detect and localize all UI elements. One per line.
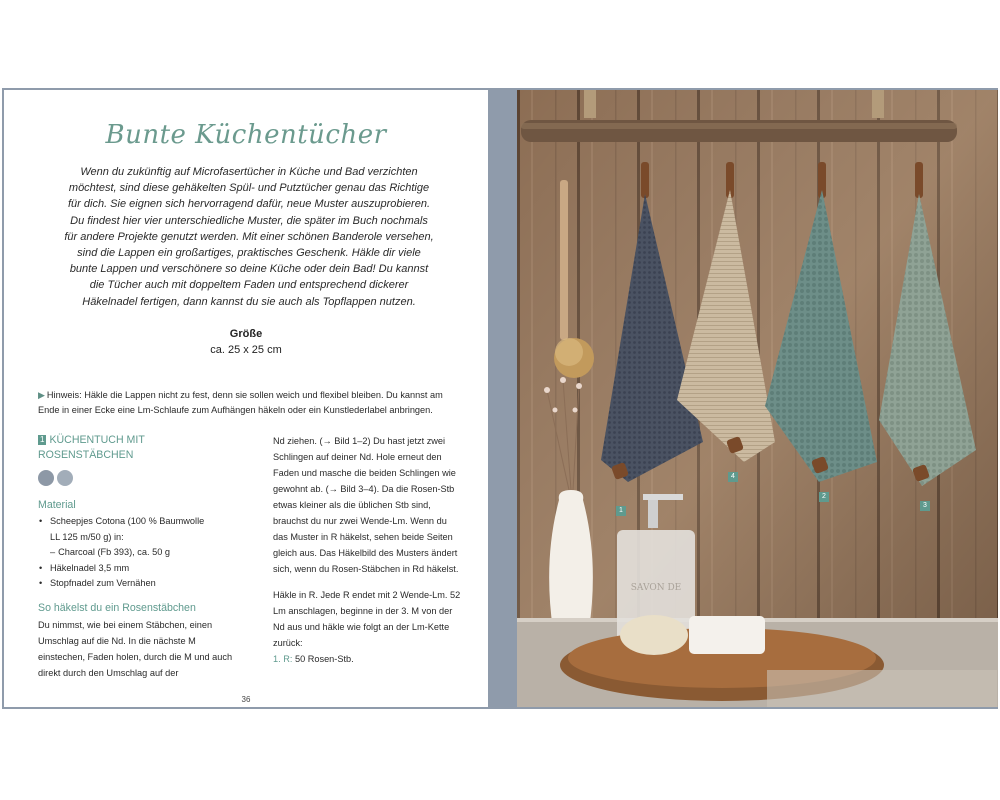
arrow-icon: ▶ <box>38 390 45 400</box>
section-title-text: KÜCHENTUCH MIT ROSENSTÄBCHEN <box>38 434 145 461</box>
material-item: • Häkelnadel 3,5 mm <box>38 561 238 577</box>
section-title <box>38 433 238 463</box>
soap-label: SAVON DE <box>630 583 682 593</box>
dash-icon: – <box>50 547 56 557</box>
size-value: ca. 25 x 25 cm <box>210 344 282 356</box>
right-column <box>273 433 463 667</box>
page-number: 36 <box>241 695 251 704</box>
material-item: LL 125 m/50 g) in: <box>50 531 124 542</box>
howto-text: Du nimmst, wie bei einem Stäbchen, einen Umschlag auf die Nd. In die nächste M einstechen, Faden holen, durch die M und auch direkt durch den Umschlag auf der <box>38 619 233 678</box>
yarn-ball-icon <box>57 470 73 486</box>
material-item <box>38 545 238 561</box>
page-title: Bunte Küchentücher <box>105 120 387 150</box>
material-list <box>38 514 238 592</box>
intro-text: Wenn du zukünftig auf Microfasertücher in Küche und Bad verzichten möchtest, sind diese gehäkelten Spül- und Putztücher genau das Richtige für dich. Sie eignen sich hervorragend dafür, neue Muster auszuprobieren. Du findest hier vier unterschiedliche Muster, die später im Buch nochmals für andere Projekte genutzt werden. Mit einer schönen Banderole versehen, sind die Lappen ein großartiges, praktisches Geschenk. Häkle dir viele bunte Lappen und verschönere so deine Küche oder dein Bad! Du kannst die Tücher auch mit doppeltem Faden und entsprechend dickerer Häkelnadel fertigen, dann kannst du sie auch als Topflappen nutzen. <box>64 166 434 308</box>
hint-paragraph <box>38 388 458 418</box>
hint-text: Hinweis: Häkle die Lappen nicht zu fest, denn sie sollen weich und flexibel bleiben. Du kannst am Ende in einer Ecke eine Lm-Schlaufe zum Aufhängen häkeln oder ein Kunstlederlabel anbringen. <box>38 390 443 415</box>
row-label: 1. R: <box>273 654 293 664</box>
section-number-badge: 1 <box>40 435 45 444</box>
material-item: • Scheepjes Cotona (100 % Baumwolle <box>38 514 238 530</box>
yarn-ball-icon <box>38 470 54 486</box>
cloth-number-label: 2 <box>819 492 829 502</box>
left-page <box>4 90 488 707</box>
instructions-text-2: Häkle in R. Jede R endet mit 2 Wende-Lm. 52 Lm anschlagen, beginne in der 3. M von der Nd aus und häkle wie folgt an der Lm-Kette zurück: <box>273 590 461 648</box>
size-heading: Größe <box>229 328 263 340</box>
cloth-number-label: 3 <box>920 501 930 511</box>
row-instruction <box>273 651 463 667</box>
material-heading: Material <box>38 499 76 511</box>
right-page-photo <box>517 90 998 707</box>
left-column <box>38 433 238 681</box>
cloth-number-label: 1 <box>616 506 626 516</box>
cloth-number-label: 4 <box>728 472 738 482</box>
material-item-text: Charcoal (Fb 393), ca. 50 g <box>58 547 170 557</box>
material-item: • Stopfnadel zum Vernähen <box>38 576 238 592</box>
instructions-text: Nd ziehen. (→ Bild 1–2) Du hast jetzt zwei Schlingen auf deiner Nd. Hole erneut den Faden und masche die beiden Schlingen wie gewohnt ab. (→ Bild 3–4). Da die Rosen-Stb etwas kleiner als die üblichen Stb sind, brauchst du nur zwei Wende-Lm. Wenn du das Muster in R häkelst, sehen beide Seiten gleich aus. Das Häkelbild des Musters ändert sich, wenn du Rosen-Stäbchen in Rd häkelst. <box>273 436 459 574</box>
howto-heading: So häkelst du ein Rosenstäbchen <box>38 601 196 614</box>
kitchen-towels-photo <box>517 90 998 707</box>
difficulty-indicator <box>38 469 238 487</box>
row-text: 50 Rosen-Stb. <box>292 654 354 664</box>
book-spread <box>2 88 998 709</box>
